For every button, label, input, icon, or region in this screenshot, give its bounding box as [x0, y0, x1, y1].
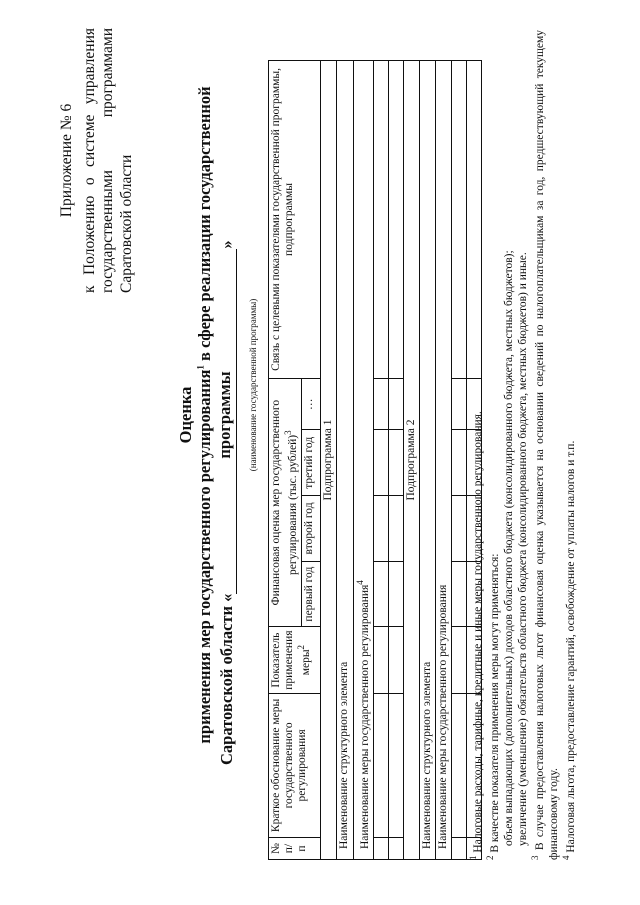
- table-row: [373, 61, 388, 860]
- header-year-1: первый год: [302, 561, 321, 627]
- footnote-3: $^3$ В случае предоставления налоговых льгот финансовая оценка указывается на основании сведений по налогоплательщикам за год, предшествующий текущему финансовому году.: [529, 30, 560, 860]
- title-line-3: Саратовской области «»: [217, 240, 236, 765]
- header-year-3: третий год: [302, 430, 321, 496]
- subprogram-2-row: [403, 61, 419, 860]
- regulation-table: [268, 60, 482, 860]
- header-num: № п/п: [269, 838, 321, 860]
- header-financial: Финансовая оценка мер государственного регулирования (тыс. рублей)$^3$: [269, 378, 302, 627]
- program-name-hint: (наименование государственной программы): [248, 298, 258, 472]
- struct-element-row-2: [419, 61, 435, 860]
- subprogram-1-label: Подпрограмма 1: [321, 61, 337, 860]
- appendix-number: Приложение № 6: [58, 103, 75, 218]
- struct-element-row-1: [337, 61, 353, 860]
- measure-label: Наименование меры государственного регулирования$^4$: [353, 61, 373, 860]
- footnotes: [468, 30, 577, 860]
- header-year-more: …: [302, 378, 321, 430]
- footnote-2a: объем выпадающих (дополнительных) доходов областного бюджета (консолидированного бюджета, местных бюджетов);: [502, 250, 515, 846]
- subprogram-1-row: [321, 61, 337, 860]
- measure-row-2: [436, 61, 452, 860]
- struct-element-label: Наименование структурного элемента: [419, 61, 435, 860]
- program-name-blank: [222, 249, 237, 594]
- footnote-2: $^2$ В качестве показателя применения меры могут применяться:: [484, 553, 501, 860]
- header-link: Связь с целевыми показателями государственной программы, подпрограммы: [269, 61, 321, 379]
- header-year-2: второй год: [302, 496, 321, 562]
- table-row: [388, 61, 403, 860]
- measure-row-1: [353, 61, 373, 860]
- measure-label: Наименование меры государственного регулирования: [436, 61, 452, 860]
- title-line-1: Оценка: [176, 386, 195, 444]
- footnote-4: $^4$ Налоговая льгота, предоставление гарантий, освобождение от уплаты налогов и т.п.: [560, 440, 577, 860]
- header-indicator: Показатель применения меры$^2$: [269, 627, 321, 693]
- struct-element-label: Наименование структурного элемента: [337, 61, 353, 860]
- appendix-text: к Положению о системе управления государственными программами Саратовской области: [80, 28, 135, 293]
- footnote-2b: увеличение (уменьшение) обязательств областного бюджета (консолидированного бюджета, местных бюджетов) и иные.: [516, 252, 529, 846]
- footnote-1: $^1$ Налоговые расходы, тарифные, кредитные и иные меры государственного регулирования.: [468, 411, 484, 860]
- title-line-2: применения мер государственного регулирования$^1$ в сфере реализации государственной программы: [195, 86, 234, 744]
- header-row-1: [269, 61, 302, 860]
- appendix-block: [58, 28, 136, 293]
- table-row: [452, 61, 467, 860]
- subprogram-2-label: Подпрограмма 2: [403, 61, 419, 860]
- header-brief: Краткое обоснование меры государственного регулирования: [269, 693, 321, 837]
